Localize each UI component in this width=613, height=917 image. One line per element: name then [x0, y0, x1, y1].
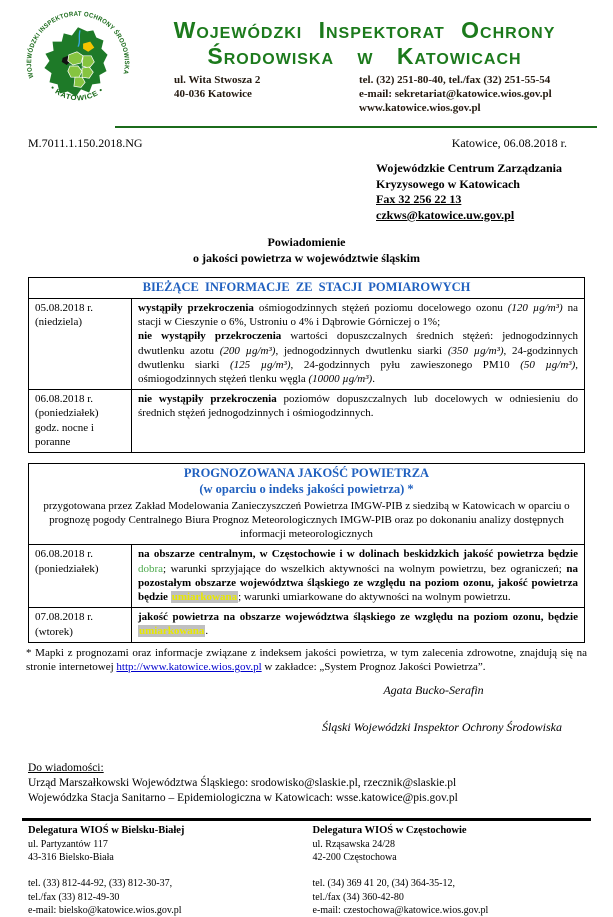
org-name-line1: Wojewódzki Inspektorat Ochrony — [173, 17, 556, 43]
date-cell: 05.08.2018 r. (niedziela) — [29, 299, 132, 390]
signature-name: Agata Bucko-Serafin — [383, 683, 484, 698]
org-address-street: ul. Wita Stwosza 2 — [174, 73, 261, 86]
letterhead-text — [134, 10, 595, 122]
org-email: e-mail: sekretariat@katowice.wios.gov.pl — [359, 87, 552, 100]
org-address — [174, 73, 260, 116]
date-cell: 07.08.2018 r. (wtorek) — [29, 608, 132, 643]
measurement-info-cell: nie wystąpiły przekroczenia poziomów dopuszczalnych lub docelowych w odniesieniu do średnich stężeń jednogodzinnych i ośmiogodzinnych. — [132, 390, 585, 453]
cc-line: Urząd Marszałkowski Województwa Śląskiego: srodowisko@slaskie.pl, rzecznik@slaskie.pl — [28, 777, 457, 790]
seal-ring-text: WOJEWÓDZKI INSPEKTORAT OCHRONY ŚRODOWISKA — [26, 10, 130, 79]
forecast-info-cell: jakość powietrza na obszarze województwa śląskiego ze względu na poziom ozonu, będzie umiarkowana. — [132, 608, 585, 643]
letterhead — [0, 0, 613, 122]
delegatura-phone: tel. (34) 369 41 20, (34) 364-35-12, — [312, 878, 455, 890]
wios-website-link[interactable]: http://www.katowice.wios.gov.pl — [116, 661, 262, 674]
table-header-row — [29, 464, 585, 545]
delegatura-city: 42-200 Częstochowa — [312, 852, 397, 864]
table-row — [29, 545, 585, 608]
forecast-header-cell — [29, 464, 585, 545]
table-header-row — [29, 278, 585, 299]
delegatura-email: e-mail: bielsko@katowice.wios.gov.pl — [28, 904, 182, 916]
air-quality-good-label: dobra — [138, 562, 164, 575]
org-phone: tel. (32) 251-80-40, tel./fax (32) 251-55-54 — [359, 73, 551, 86]
current-measurements-title: BIEŻĄCE INFORMACJE ZE STACJI POMIAROWYCH — [29, 278, 585, 299]
footnote: * Mapki z prognozami oraz informacje związane z indeksem jakości powietrza, w tym zalecenia zdrowotne, znajdują się na stronie internetowej http://www.katowice.wios.gov.pl w zakładce: „System Prognoz Jakości Powietrza”. — [26, 646, 587, 674]
delegatura-title: Delegatura WIOŚ w Częstochowie — [312, 825, 467, 837]
table-row — [29, 608, 585, 643]
cc-line: Wojewódzka Stacja Sanitarno – Epidemiologiczna w Katowicach: wsse.katowice@pis.gov.pl — [28, 792, 458, 805]
air-quality-moderate-label: umiarkowana — [139, 625, 205, 638]
table-row — [29, 390, 585, 453]
org-address-city: 40-036 Katowice — [174, 87, 252, 100]
footer-delegatura-bielsko — [22, 824, 307, 917]
org-website: www.katowice.wios.gov.pl — [359, 102, 481, 115]
measurement-info-cell: wystąpiły przekroczenia ośmiogodzinnych stężeń poziomu docelowego ozonu (120 µg/m³) na stacji w Cieszynie o 6%, Ustroniu o 4% i Dąbrowie Górniczej o 1%; nie wystąpiły przekroczenia wartości dopuszczalnych średnich stężeń: jednogodzinnych dwutlenku azotu (200 µg/m³), jednogodzinnych dwutlenku siarki (350 µg/m³), 24-godzinnych dwutlenku siarki (125 µg/m³), 24-godzinnych pyłu zawieszonego PM10 (50 µg/m³), ośmiogodzinnych stężeń tlenku węgla (10000 µg/m³). — [132, 299, 585, 390]
cc-heading: Do wiadomości: — [28, 762, 104, 775]
date-cell: 06.08.2018 r. (poniedziałek) — [29, 545, 132, 608]
forecast-description: przygotowana przez Zakład Modelowania Zanieczyszczeń Powietrza IMGW-PIB z siedzibą w Katowicach w oparciu o prognozę pogody Centralnego Biura Prognoz Meteorologicznych IMGW-PIB oraz po dokonaniu analizy dostępnych informacji meteorologicznych — [43, 499, 570, 541]
delegatura-street: ul. Rząsawska 24/28 — [312, 839, 395, 851]
current-measurements-table — [28, 277, 585, 453]
recipient-fax: Fax 32 256 22 13 — [376, 192, 462, 207]
place-and-date: Katowice, 06.08.2018 r. — [451, 136, 567, 150]
forecast-title: PROGNOZOWANA JAKOŚĆ POWIETRZA — [183, 466, 430, 481]
org-contact — [359, 73, 595, 116]
document-title-line1: Powiadomienie — [267, 235, 346, 250]
delegatura-city: 43-316 Bielsko-Biała — [28, 852, 114, 864]
letterhead-contact — [134, 73, 595, 116]
footer — [22, 818, 591, 917]
recipient-name-line2: Kryzysowego w Katowicach — [376, 176, 520, 191]
signature-title: Śląski Wojewódzki Inspektor Ochrony Środowiska — [322, 720, 562, 735]
forecast-info-cell: na obszarze centralnym, w Częstochowie i w dolinach beskidzkich jakość powietrza będzie dobra; warunki sprzyjające do wszelkich aktywności na wolnym powietrzu, bez ograniczeń; na pozostałym obszarze województwa śląskiego ze względu na poziom ozonu, jakość powietrza będzie umiarkowana; warunki umiarkowane do aktywności na wolnym powietrzu. — [132, 545, 585, 608]
recipient-block — [376, 161, 613, 223]
date-cell: 06.08.2018 r. (poniedziałek) godz. nocne i poranne — [29, 390, 132, 453]
delegatura-street: ul. Partyzantów 117 — [28, 839, 108, 851]
delegatura-fax: tel./fax (33) 812-49-30 — [28, 891, 120, 903]
delegatura-title: Delegatura WIOŚ w Bielsku-Białej — [28, 825, 185, 837]
delegatura-phone: tel. (33) 812-44-92, (33) 812-30-37, — [28, 878, 173, 890]
reference-row — [0, 128, 613, 151]
seal-bottom-text: • KATOWICE • — [48, 84, 105, 103]
cc-block — [28, 761, 585, 806]
delegatura-email: e-mail: czestochowa@katowice.wios.gov.pl — [312, 904, 489, 916]
wios-seal-logo-icon — [22, 10, 134, 122]
document-title-line2: o jakości powietrza w województwie śląskim — [193, 251, 420, 266]
document-title — [0, 235, 613, 267]
delegatura-fax: tel./fax (34) 360-42-80 — [312, 891, 404, 903]
table-row — [29, 299, 585, 390]
reference-number: M.7011.1.150.2018.NG — [28, 136, 143, 150]
footer-delegatura-czestochowa — [307, 824, 592, 917]
recipient-email: czkws@katowice.uw.gov.pl — [376, 207, 515, 222]
recipient-name-line1: Wojewódzkie Centrum Zarządzania — [376, 161, 562, 175]
forecast-subtitle-index: (w oparciu o indeks jakości powietrza) * — [199, 481, 414, 496]
forecast-table — [28, 463, 585, 642]
org-name-line2: Środowiska w Katowicach — [207, 42, 522, 69]
air-quality-moderate-label: umiarkowana — [171, 591, 238, 604]
